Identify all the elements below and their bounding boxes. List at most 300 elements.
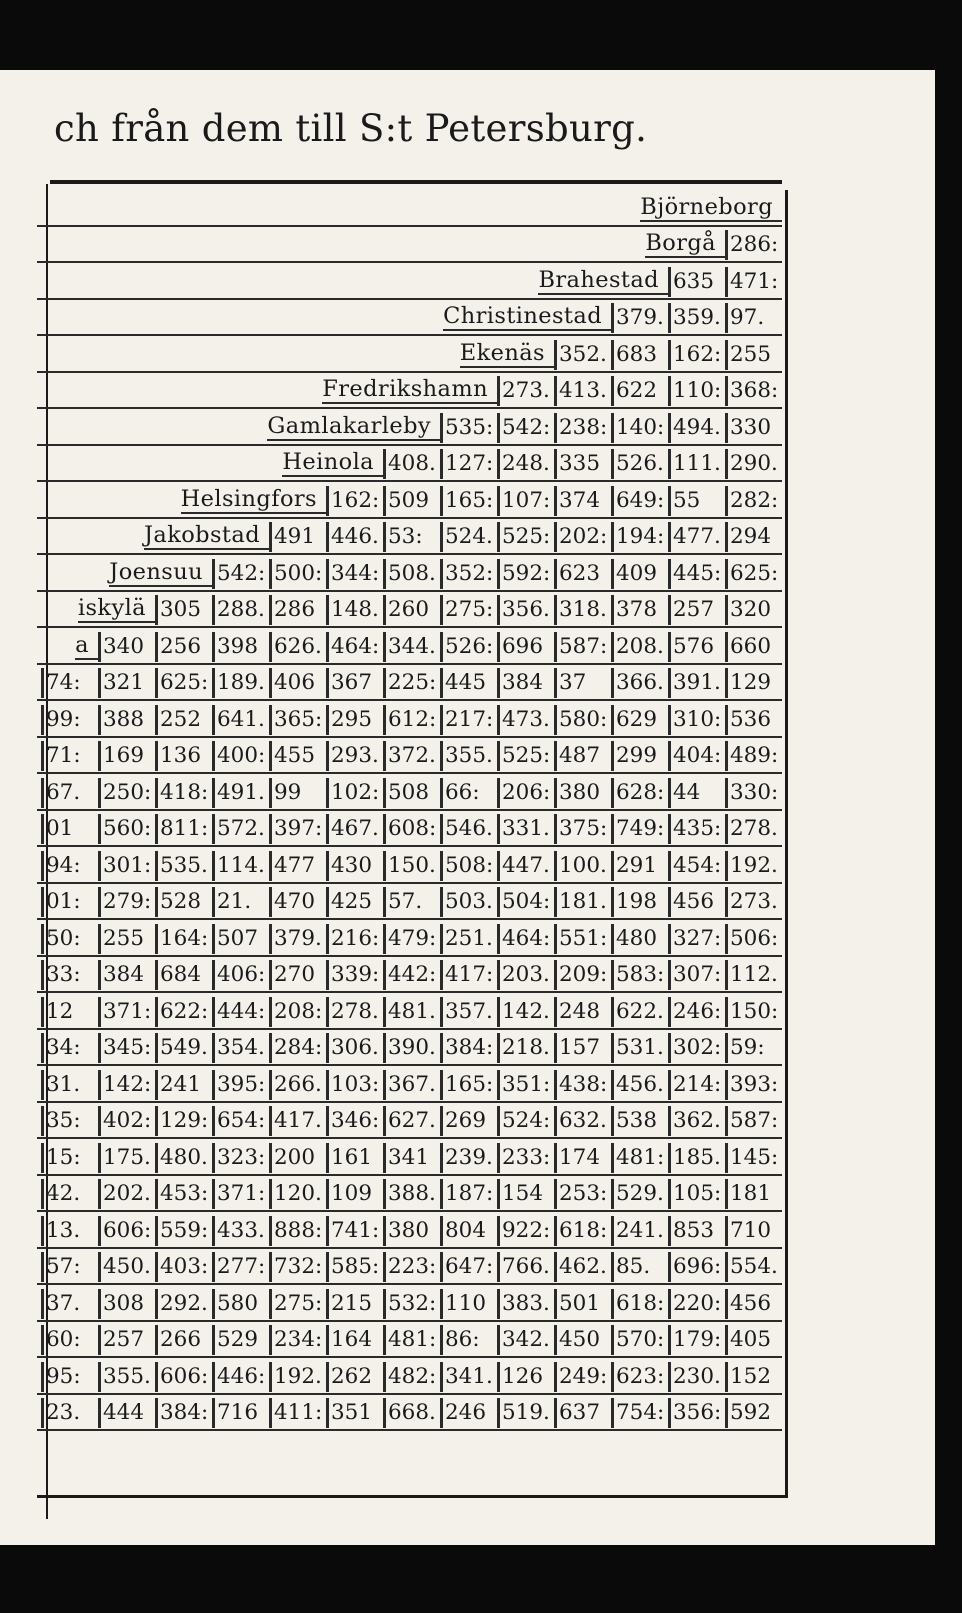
distance-cell: 290. [725,449,782,479]
distance-cell: 481. [383,997,440,1027]
distance-cell: 532: [383,1289,440,1319]
row-values [41,960,782,990]
row-values [611,303,782,333]
distance-cell: 445: [668,559,725,589]
town-label: Jakobstad [144,522,269,550]
distance-cell: 403: [155,1252,212,1282]
table-row [37,1395,782,1432]
distance-cell: 438: [554,1070,611,1100]
distance-cell: 59: [725,1033,782,1063]
distance-cell: 623: [611,1362,668,1392]
row-values [41,741,782,771]
row-values [41,1143,782,1173]
distance-cell: 202. [98,1179,155,1209]
row-values [41,1216,782,1246]
distance-cell: 618: [611,1289,668,1319]
distance-cell: 535: [440,413,497,443]
distance-cell: 216: [326,924,383,954]
distance-cell: 660 [725,632,782,662]
distance-cell: 572. [212,814,269,844]
distance-cell: 606: [98,1216,155,1246]
distance-cell: 551: [554,924,611,954]
distance-cell: 576 [668,632,725,662]
distance-cell: 618: [554,1216,611,1246]
distance-cell: 549. [155,1033,212,1063]
table-row [37,665,782,702]
distance-cell: 256 [155,632,212,662]
table-row [37,1066,782,1103]
distance-cell: 384: [155,1398,212,1428]
distance-cell: 169 [98,741,155,771]
distance-cell: 536 [725,705,782,735]
table-row [37,628,782,665]
distance-cell: 710 [725,1216,782,1246]
distance-cell: 203. [497,960,554,990]
distance-cell: 811: [155,814,212,844]
town-label: Helsingfors [181,486,326,514]
distance-cell: 37. [41,1289,98,1319]
distance-cell: 273. [725,887,782,917]
row-values [326,486,782,516]
distance-cell: 371: [98,997,155,1027]
table-row [37,1322,782,1359]
distance-cell: 111. [668,449,725,479]
distance-cell: 01: [41,887,98,917]
distance-cell: 368: [725,376,782,406]
distance-cell: 150: [725,997,782,1027]
distance-cell: 471: [725,267,782,297]
row-values [41,1252,782,1282]
row-values [41,705,782,735]
distance-cell: 234: [269,1325,326,1355]
distance-cell: 592 [725,1398,782,1428]
distance-cell: 142: [98,1070,155,1100]
distance-cell: 295 [326,705,383,735]
distance-cell: 157 [554,1033,611,1063]
row-values [725,230,782,260]
distance-cell: 164 [326,1325,383,1355]
distance-cell: 288. [212,595,269,625]
distance-cell: 175. [98,1143,155,1173]
distance-cell: 580 [212,1289,269,1319]
row-values [41,1398,782,1428]
distance-cell: 357. [440,997,497,1027]
distance-cell: 150. [383,851,440,881]
distance-cell: 766. [497,1252,554,1282]
row-values [98,632,782,662]
distance-cell: 136 [155,741,212,771]
town-label: Gamlakarleby [267,413,440,441]
table-row [37,1103,782,1140]
distance-cell: 284: [269,1033,326,1063]
table-row [37,373,782,410]
distance-cell: 198 [611,887,668,917]
distance-cell: 542: [212,559,269,589]
distance-cell: 21. [212,887,269,917]
distance-cell: 120. [269,1179,326,1209]
town-label: Borgå [645,230,725,258]
distance-cell: 375: [554,814,611,844]
distance-cell: 174 [554,1143,611,1173]
distance-cell: 391. [668,668,725,698]
distance-cell: 625: [155,668,212,698]
distance-cell: 99: [41,705,98,735]
distance-cell: 339: [326,960,383,990]
row-values [41,668,782,698]
distance-cell: 641. [212,705,269,735]
distance-cell: 279: [98,887,155,917]
distance-cell: 225: [383,668,440,698]
distance-cell: 409 [611,559,668,589]
distance-cell: 587: [554,632,611,662]
distance-cell: 266 [155,1325,212,1355]
distance-cell: 417. [269,1106,326,1136]
distance-cell: 570: [611,1325,668,1355]
distance-cell: 179: [668,1325,725,1355]
distance-cell: 529. [611,1179,668,1209]
distance-cell: 102: [326,778,383,808]
table-row [37,811,782,848]
distance-cell: 464: [326,632,383,662]
row-values [41,1033,782,1063]
distance-cell: 649: [611,486,668,516]
distance-cell: 398 [212,632,269,662]
distance-cell: 696: [668,1252,725,1282]
distance-cell: 94: [41,851,98,881]
distance-cell: 390. [383,1033,440,1063]
row-values [41,887,782,917]
distance-cell: 481: [611,1143,668,1173]
table-row [37,920,782,957]
distance-cell: 145: [725,1143,782,1173]
distance-cell: 804 [440,1216,497,1246]
distance-cell: 129 [725,668,782,698]
distance-cell: 351 [326,1398,383,1428]
distance-cell: 255 [98,924,155,954]
distance-cell: 628: [611,778,668,808]
distance-cell: 95: [41,1362,98,1392]
distance-cell: 625: [725,559,782,589]
distance-cell: 35: [41,1106,98,1136]
distance-cell: 351: [497,1070,554,1100]
distance-cell: 323: [212,1143,269,1173]
table-row [37,774,782,811]
distance-cell: 453: [155,1179,212,1209]
distance-cell: 362. [668,1106,725,1136]
distance-cell: 447. [497,851,554,881]
town-label: iskylä [78,595,155,623]
table-row [37,1249,782,1286]
distance-cell: 538 [611,1106,668,1136]
distance-cell: 542: [497,413,554,443]
table-row [37,555,782,592]
table-row [37,738,782,775]
distance-cell: 223: [383,1252,440,1282]
distance-cell: 388. [383,1179,440,1209]
distance-cell: 456 [668,887,725,917]
distance-cell: 922: [497,1216,554,1246]
distance-cell: 668. [383,1398,440,1428]
distance-cell: 479: [383,924,440,954]
town-label: Fredrikshamn [322,376,497,404]
distance-cell: 494. [668,413,725,443]
distance-cell: 194: [611,522,668,552]
distance-cell: 152 [725,1362,782,1392]
distance-cell: 585: [326,1252,383,1282]
distance-cell: 696 [497,632,554,662]
row-values [212,559,782,589]
distance-cell: 53: [383,522,440,552]
distance-cell: 275: [269,1289,326,1319]
distance-cell: 321 [98,668,155,698]
distance-cell: 129: [155,1106,212,1136]
town-label: Christinestad [443,303,611,331]
table-row [37,993,782,1030]
distance-cell: 741: [326,1216,383,1246]
distance-cell: 487 [554,741,611,771]
distance-cell: 246: [668,997,725,1027]
distance-cell: 367 [326,668,383,698]
distance-cell: 629 [611,705,668,735]
distance-cell: 430 [326,851,383,881]
distance-cell: 331. [497,814,554,844]
distance-cell: 491. [212,778,269,808]
distance-cell: 250: [98,778,155,808]
distance-cell: 57. [383,887,440,917]
table-row [37,957,782,994]
distance-cell: 330: [725,778,782,808]
row-values [41,1070,782,1100]
distance-cell: 626. [269,632,326,662]
distance-cell: 417: [440,960,497,990]
distance-cell: 74: [41,668,98,698]
distance-cell: 546. [440,814,497,844]
distance-cell: 529 [212,1325,269,1355]
distance-cell: 31. [41,1070,98,1100]
distance-cell: 310: [668,705,725,735]
distance-cell: 406: [212,960,269,990]
distance-cell: 531. [611,1033,668,1063]
table-row [37,227,782,264]
distance-cell: 85. [611,1252,668,1282]
distance-cell: 435: [668,814,725,844]
distance-cell: 220: [668,1289,725,1319]
distance-cell: 559: [155,1216,212,1246]
distance-cell: 623 [554,559,611,589]
distance-cell: 393: [725,1070,782,1100]
heading-rule [50,180,782,184]
distance-cell: 560: [98,814,155,844]
distance-cell: 489: [725,741,782,771]
distance-cell: 456. [611,1070,668,1100]
distance-cell: 462. [554,1252,611,1282]
distance-cell: 12 [41,997,98,1027]
distance-cell: 526: [440,632,497,662]
distance-cell: 480 [611,924,668,954]
distance-cell: 372. [383,741,440,771]
distance-cell: 637 [554,1398,611,1428]
distance-cell: 411: [269,1398,326,1428]
distance-cell: 286: [725,230,782,260]
distance-cell: 154 [497,1179,554,1209]
distance-cell: 218. [497,1033,554,1063]
distance-cell: 140: [611,413,668,443]
distance-cell: 127: [440,449,497,479]
row-values [41,1325,782,1355]
distance-cell: 464: [497,924,554,954]
distance-cell: 327: [668,924,725,954]
distance-table [37,190,788,1498]
row-values [41,778,782,808]
distance-cell: 208: [269,997,326,1027]
distance-cell: 340 [98,632,155,662]
distance-cell: 86: [440,1325,497,1355]
distance-cell: 142. [497,997,554,1027]
distance-cell: 335 [554,449,611,479]
distance-cell: 473. [497,705,554,735]
distance-cell: 526. [611,449,668,479]
distance-cell: 384 [497,668,554,698]
row-values [41,851,782,881]
distance-cell: 507 [212,924,269,954]
distance-cell: 34: [41,1033,98,1063]
row-values [41,1289,782,1319]
distance-cell: 509 [383,486,440,516]
distance-cell: 302: [668,1033,725,1063]
distance-cell: 683 [611,340,668,370]
table-row [37,701,782,738]
distance-cell: 320 [725,595,782,625]
distance-cell: 278. [725,814,782,844]
distance-cell: 209: [554,960,611,990]
distance-cell: 208. [611,632,668,662]
distance-cell: 278. [326,997,383,1027]
distance-cell: 354. [212,1033,269,1063]
distance-cell: 181. [554,887,611,917]
table-row [37,300,782,337]
distance-cell: 67. [41,778,98,808]
distance-cell: 506: [725,924,782,954]
distance-cell: 508 [383,778,440,808]
distance-cell: 292. [155,1289,212,1319]
distance-cell: 60: [41,1325,98,1355]
row-values [668,267,782,297]
distance-cell: 214: [668,1070,725,1100]
distance-cell: 508. [383,559,440,589]
distance-cell: 592: [497,559,554,589]
distance-cell: 286 [269,595,326,625]
table-row [37,446,782,483]
distance-cell: 654: [212,1106,269,1136]
table-row [37,1030,782,1067]
distance-cell: 277: [212,1252,269,1282]
distance-cell: 500: [269,559,326,589]
distance-cell: 388 [98,705,155,735]
distance-cell: 23. [41,1398,98,1428]
distance-cell: 13. [41,1216,98,1246]
page-heading: ch från dem till S:t Petersburg. [54,107,648,150]
distance-cell: 192. [725,851,782,881]
distance-cell: 266. [269,1070,326,1100]
distance-cell: 380 [383,1216,440,1246]
distance-cell: 181 [725,1179,782,1209]
distance-cell: 246 [440,1398,497,1428]
distance-cell: 262 [326,1362,383,1392]
distance-cell: 344: [326,559,383,589]
distance-cell: 444: [212,997,269,1027]
distance-cell: 359. [668,303,725,333]
distance-cell: 260 [383,595,440,625]
distance-cell: 450. [98,1252,155,1282]
distance-cell: 37 [554,668,611,698]
distance-cell: 57: [41,1252,98,1282]
distance-cell: 622: [155,997,212,1027]
distance-cell: 192. [269,1362,326,1392]
distance-cell: 384 [98,960,155,990]
distance-cell: 395: [212,1070,269,1100]
distance-cell: 66: [440,778,497,808]
distance-cell: 583: [611,960,668,990]
row-values [41,814,782,844]
row-values [41,1106,782,1136]
town-label: a [75,632,98,660]
table-row [37,519,782,556]
distance-cell: 433. [212,1216,269,1246]
distance-cell: 635 [668,267,725,297]
distance-cell: 241 [155,1070,212,1100]
distance-cell: 269 [440,1106,497,1136]
table-row [37,1212,782,1249]
table-row [37,1358,782,1395]
distance-cell: 50: [41,924,98,954]
distance-cell: 608: [383,814,440,844]
distance-cell: 455 [269,741,326,771]
distance-cell: 525: [497,741,554,771]
distance-cell: 580: [554,705,611,735]
distance-cell: 408. [383,449,440,479]
distance-cell: 215 [326,1289,383,1319]
distance-cell: 241. [611,1216,668,1246]
distance-cell: 164: [155,924,212,954]
distance-cell: 606: [155,1362,212,1392]
town-label: Joensuu [109,559,212,587]
distance-cell: 200 [269,1143,326,1173]
distance-cell: 105: [668,1179,725,1209]
town-label: Björneborg [640,194,782,222]
distance-cell: 15: [41,1143,98,1173]
book-page [0,70,935,1545]
row-values [383,449,782,479]
distance-cell: 481: [383,1325,440,1355]
distance-cell: 100. [554,851,611,881]
distance-cell: 305 [155,595,212,625]
distance-cell: 233: [497,1143,554,1173]
distance-cell: 366. [611,668,668,698]
distance-cell: 270 [269,960,326,990]
distance-cell: 454: [668,851,725,881]
distance-cell: 352. [554,340,611,370]
table-row [37,336,782,373]
distance-cell: 402: [98,1106,155,1136]
distance-cell: 126 [497,1362,554,1392]
table-row [37,409,782,446]
distance-cell: 301: [98,851,155,881]
distance-cell: 356: [668,1398,725,1428]
distance-cell: 189. [212,668,269,698]
table-row [37,847,782,884]
table-row [37,592,782,629]
distance-cell: 491 [269,522,326,552]
